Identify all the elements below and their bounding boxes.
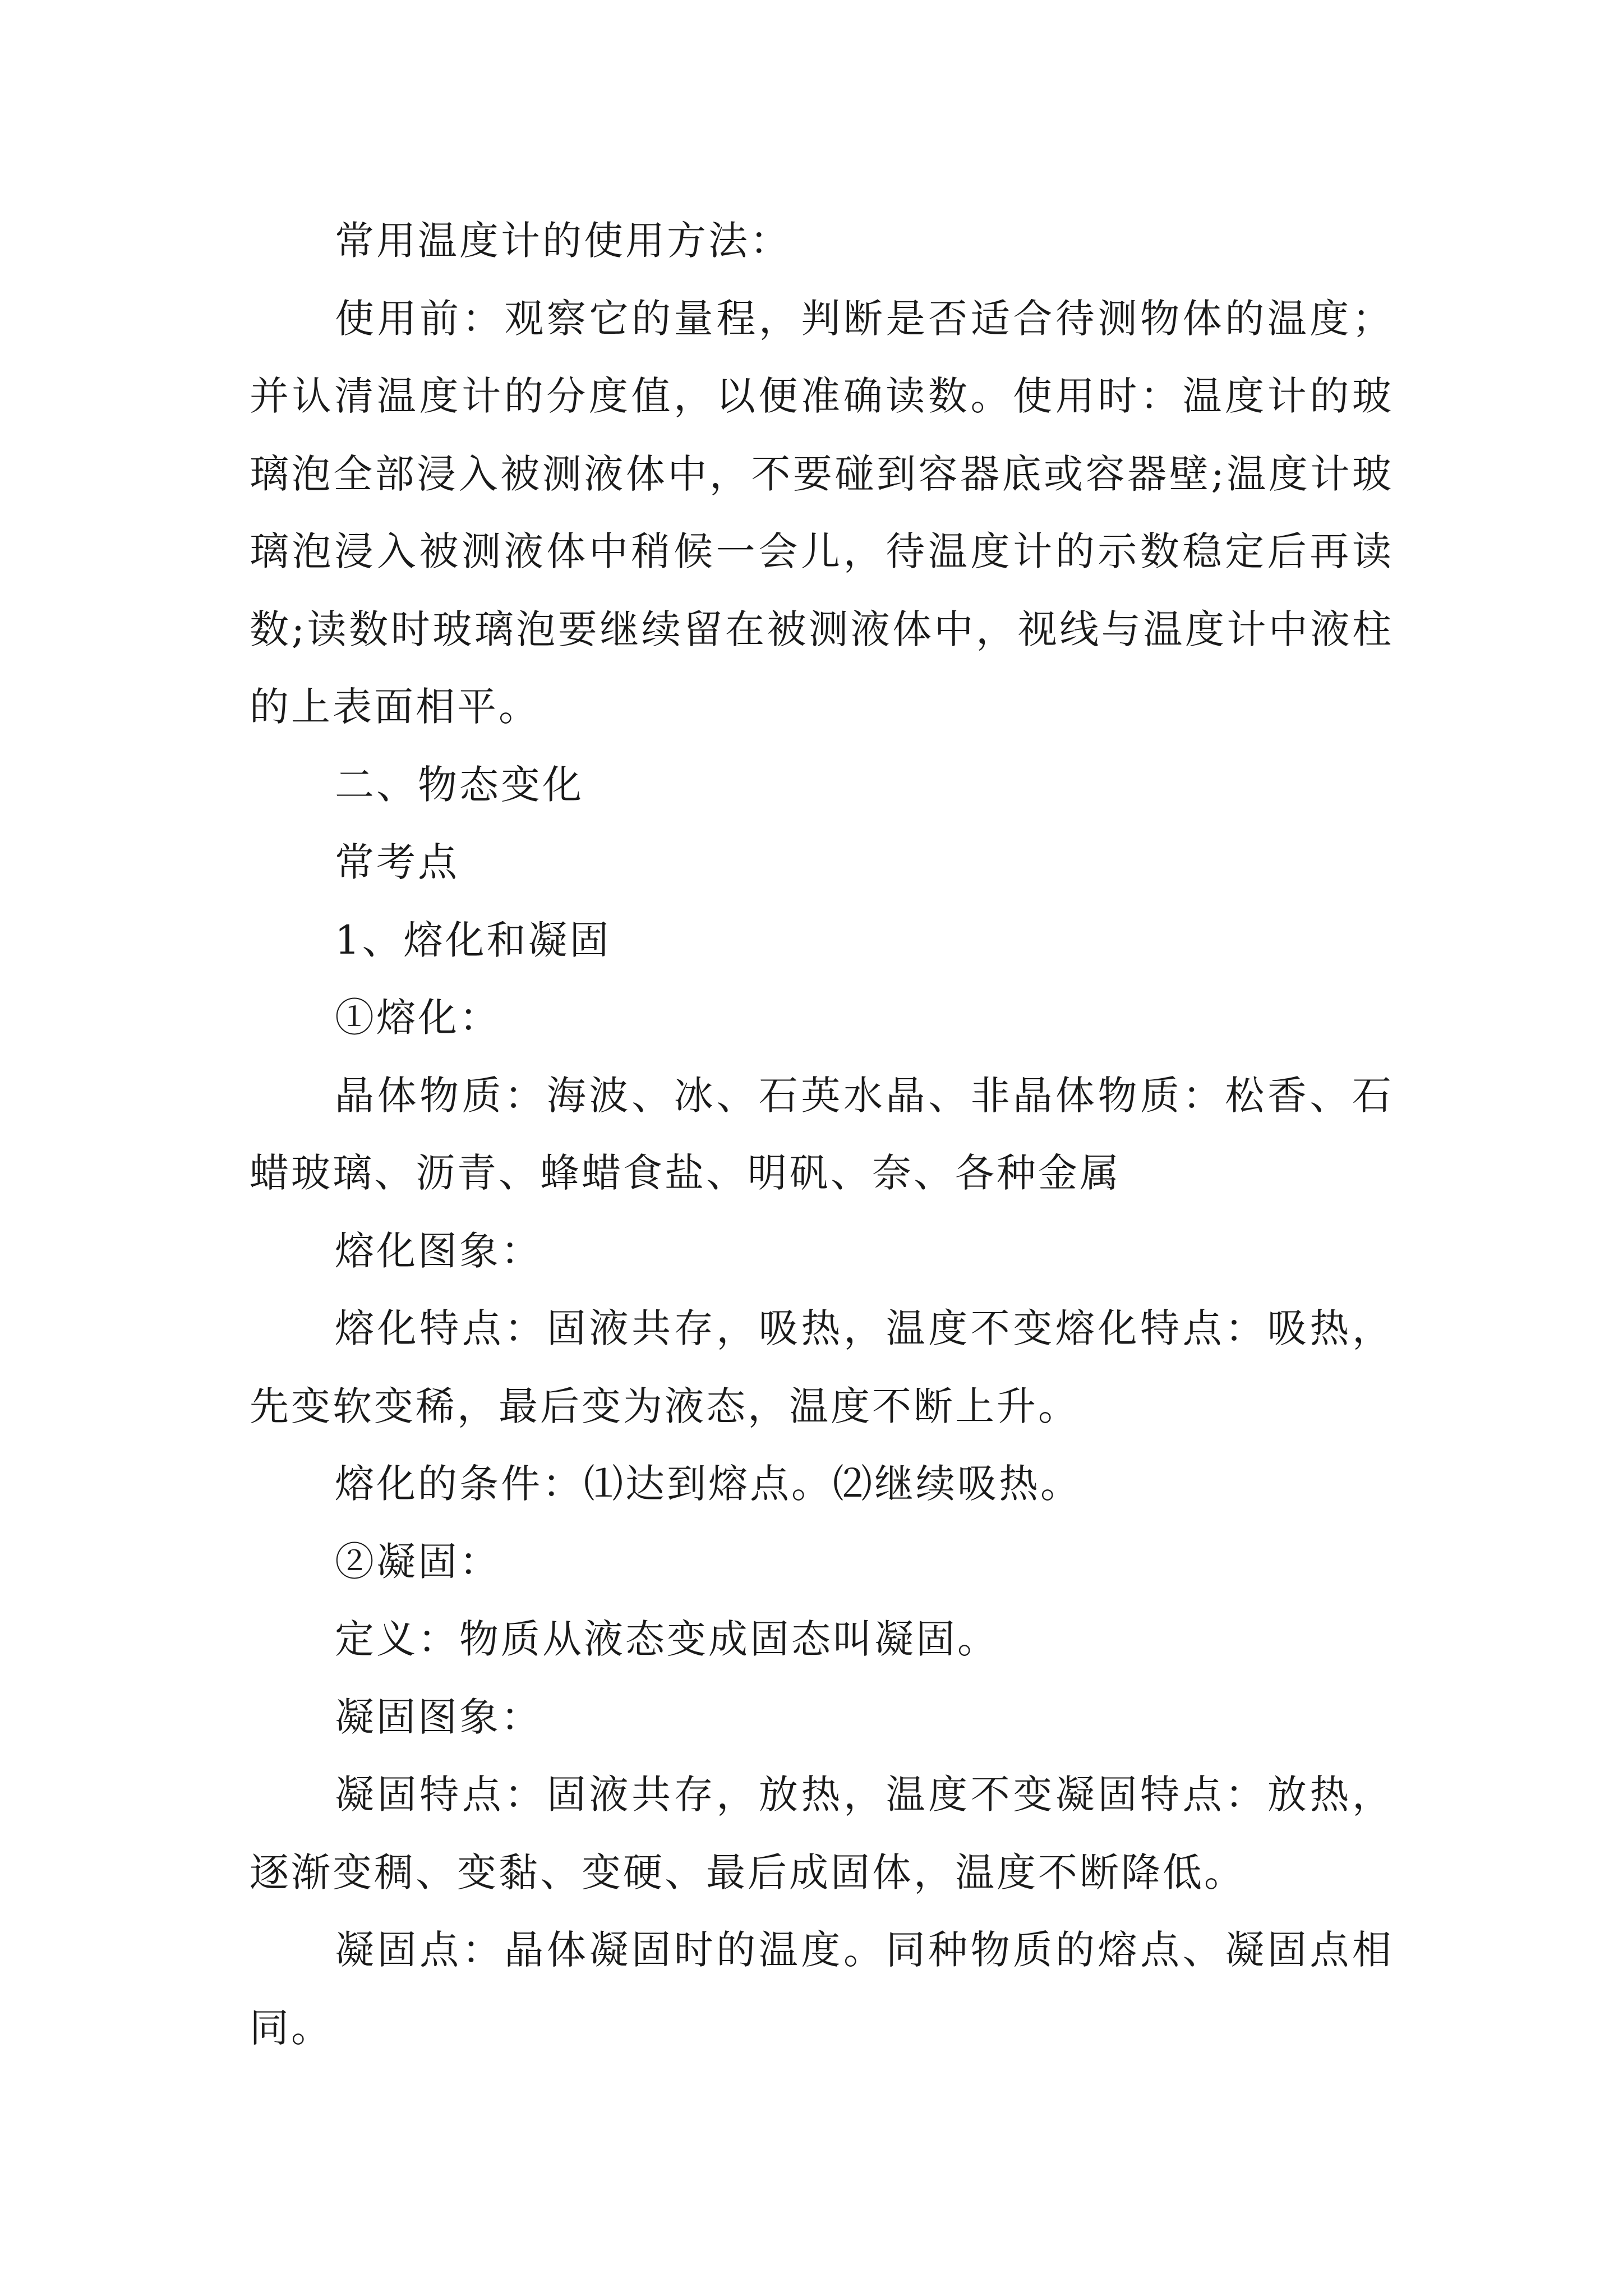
- paragraph-thermometer-usage-steps: 使用前：观察它的量程，判断是否适合待测物体的温度；并认清温度计的分度值，以便准确读数。使用时：温度计的玻璃泡全部浸入被测液体中，不要碰到容器底或容器壁;温度计玻璃泡浸入被测液体中稍候一会儿，待温度计的示数稳定后再读数;读数时玻璃泡要继续留在被测液体中，视线与温度计中液柱的上表面相平。: [250, 295, 1394, 730]
- paragraph-solidification-definition: 定义：物质从液态变成固态叫凝固。: [335, 1616, 999, 1662]
- paragraph-crystal-substances: 晶体物质：海波、冰、石英水晶、非晶体物质：松香、石蜡玻璃、沥青、蜂蜡食盐、明矾、奈、各种金属: [250, 1072, 1394, 1196]
- subheading-melting-and-solidification: 1、熔化和凝固: [335, 917, 611, 963]
- item-solidification-heading: ②凝固：: [335, 1538, 501, 1585]
- paragraph-solidification-graph: 凝固图象：: [335, 1694, 542, 1740]
- subheading-common-points: 常考点: [335, 839, 459, 885]
- paragraph-melting-conditions: 熔化的条件：⑴达到熔点。⑵继续吸热。: [335, 1461, 1082, 1507]
- paragraph-freezing-point: 凝固点：晶体凝固时的温度。同种物质的熔点、凝固点相同。: [250, 1927, 1394, 2051]
- section-heading-state-change: 二、物态变化: [335, 761, 584, 808]
- paragraph-thermometer-usage-heading: 常用温度计的使用方法：: [335, 218, 791, 264]
- paragraph-melting-graph: 熔化图象：: [335, 1227, 542, 1274]
- paragraph-melting-characteristics: 熔化特点：固液共存，吸热，温度不变熔化特点：吸热，先变软变稀，最后变为液态，温度不断上升。: [250, 1305, 1394, 1429]
- document-body: [250, 202, 1394, 2067]
- paragraph-solidification-characteristics: 凝固特点：固液共存，放热，温度不变凝固特点：放热，逐渐变稠、变黏、变硬、最后成固体，温度不断降低。: [250, 1772, 1394, 1895]
- item-melting-heading: ①熔化：: [335, 995, 501, 1041]
